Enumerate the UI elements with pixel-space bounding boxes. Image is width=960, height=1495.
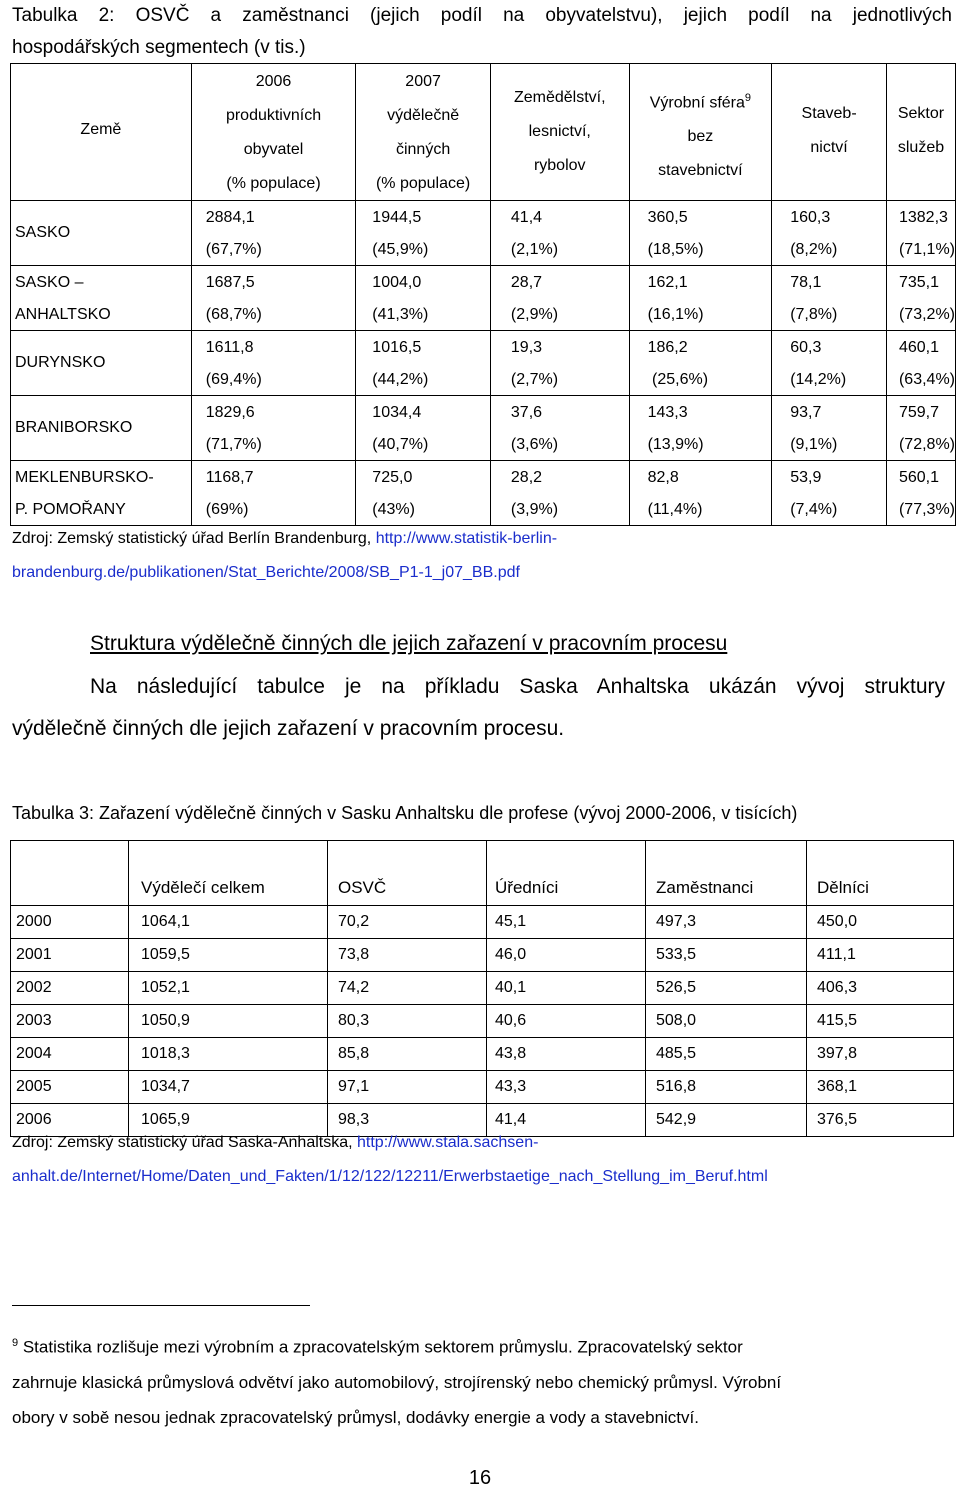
table2-caption-line1: Tabulka 2: OSVČ a zaměstnanci (jejich podíl na obyvatelstvu), jejich podíl na jednotlivých xyxy=(12,5,952,26)
table2-source xyxy=(12,522,557,590)
table3-caption: Tabulka 3: Zařazení výdělečně činných v Sasku Anhaltsku dle profese (vývoj 2000-2006, v tisících) xyxy=(12,803,798,823)
header-total: Výdělečí celkem xyxy=(129,841,328,906)
header-employees: Zaměstnanci xyxy=(646,841,807,906)
table2-row-durynsko: DURYNSKO 1611,8 (69,4%) 1016,5 (44,2%) 19,3 (2,7%) 186,2 (25,6%) 60,3 (14,2%) 460,1 (63,4%) xyxy=(11,331,956,396)
table3-source xyxy=(12,1126,768,1194)
header-services: Sektor služeb xyxy=(886,64,955,201)
footnote xyxy=(12,1326,947,1435)
table3-row: 2005 1034,7 97,1 43,3 516,8 368,1 xyxy=(11,1071,954,1104)
header-earning: 2007 výdělečně činných (% populace) xyxy=(356,64,491,201)
table3-source-link-cont[interactable]: anhalt.de/Internet/Home/Daten_und_Fakten/1/12/122/12211/Erwerbstaetige_nach_Stellung_im_Beruf.html xyxy=(12,1168,768,1185)
table2-header-row xyxy=(11,64,956,201)
table3-row: 2001 1059,5 73,8 46,0 533,5 411,1 xyxy=(11,939,954,972)
footnote-line3: obory v sobě nesou jednak zpracovatelský průmysl, dodávky energie a vody a stavebnictví. xyxy=(12,1407,699,1427)
table2 xyxy=(10,63,956,526)
header-workers: Dělníci xyxy=(807,841,954,906)
table2-source-link-cont[interactable]: brandenburg.de/publikationen/Stat_Berichte/2008/SB_P1-1_j07_BB.pdf xyxy=(12,564,520,581)
section-paragraph-line1: Na následující tabulce je na příkladu Saska Anhaltska ukázán vývoj struktury xyxy=(90,675,945,698)
header-country: Země xyxy=(11,64,192,201)
header-production-sphere: Výrobní sféra$^9$ bez stavebnictví xyxy=(629,64,772,201)
section-paragraph-line2: výdělečně činných dle jejich zařazení v pracovním procesu. xyxy=(12,717,565,740)
table3-source-link[interactable]: http://www.stala.sachsen- xyxy=(357,1134,539,1151)
footnote-line2: zahrnuje klasická průmyslová odvětví jako automobilový, strojírenský nebo chemický průmysl. Výrobní xyxy=(12,1372,782,1392)
page-number: 16 xyxy=(468,1467,492,1489)
table2-row-sasko: SASKO 2884,1 (67,7%) 1944,5 (45,9%) 41,4 (2,1%) 360,5 (18,5%) 160,3 (8,2%) 1382,3 (71,1%) xyxy=(11,201,956,266)
footnote-line1: Statistika rozlišuje mezi výrobním a zpracovatelským sektorem průmyslu. Zpracovatelský sektor xyxy=(18,1337,743,1357)
header-agriculture: Zemědělství, lesnictví, rybolov xyxy=(490,64,629,201)
table2-row-sasko-anhaltsko: SASKO – ANHALTSKO 1687,5 (68,7%) 1004,0 (41,3%) 28,7 (2,9%) 162,1 (16,1%) 78,1 (7,8%) 735,1 (73,2%) xyxy=(11,266,956,331)
table3-row: 2003 1050,9 80,3 40,6 508,0 415,5 xyxy=(11,1005,954,1038)
row-name: DURYNSKO xyxy=(11,331,192,396)
table2-row-braniborsko: BRANIBORSKO 1829,6 (71,7%) 1034,4 (40,7%) 37,6 (3,6%) 143,3 (13,9%) 93,7 (9,1%) 759,7 (72,8%) xyxy=(11,396,956,461)
section-heading: Struktura výdělečně činných dle jejich zařazení v pracovním procesu xyxy=(90,632,728,655)
header-productive: 2006 produktivních obyvatel (% populace) xyxy=(191,64,356,201)
footnote-number: 9 xyxy=(12,1337,19,1349)
row-name: SASKO xyxy=(11,201,192,266)
table2-source-link[interactable]: http://www.statistik-berlin- xyxy=(375,530,558,547)
table3-header-row xyxy=(11,841,954,906)
table3 xyxy=(10,840,954,1137)
table2-source-text: Zdroj: Zemský statistický úřad Berlín Brandenburg, xyxy=(12,530,376,547)
row-name: SASKO – ANHALTSKO xyxy=(11,266,192,331)
header-osvc: OSVČ xyxy=(328,841,487,906)
header-construction: Staveb- nictví xyxy=(772,64,887,201)
table2-caption-line2: hospodářských segmentech (v tis.) xyxy=(12,37,306,58)
table3-row: 2006 1065,9 98,3 41,4 542,9 376,5 xyxy=(11,1104,954,1137)
table3-row: 2004 1018,3 85,8 43,8 485,5 397,8 xyxy=(11,1038,954,1071)
table2-row-meklenbursko: MEKLENBURSKO- P. POMOŘANY 1168,7 (69%) 725,0 (43%) 28,2 (3,9%) 82,8 (11,4%) 53,9 (7,4%) 560,1 (77,3%) xyxy=(11,461,956,526)
table3-source-text: Zdroj: Zemský statistický úřad Saska-Anhaltska, xyxy=(12,1134,357,1151)
header-officials: Úředníci xyxy=(487,841,646,906)
row-name: BRANIBORSKO xyxy=(11,396,192,461)
header-year xyxy=(11,841,129,906)
table3-row: 2002 1052,1 74,2 40,1 526,5 406,3 xyxy=(11,972,954,1005)
row-name: MEKLENBURSKO- P. POMOŘANY xyxy=(11,461,192,526)
footnote-separator xyxy=(12,1305,310,1306)
table3-row: 2000 1064,1 70,2 45,1 497,3 450,0 xyxy=(11,906,954,939)
table2-caption xyxy=(12,0,952,64)
